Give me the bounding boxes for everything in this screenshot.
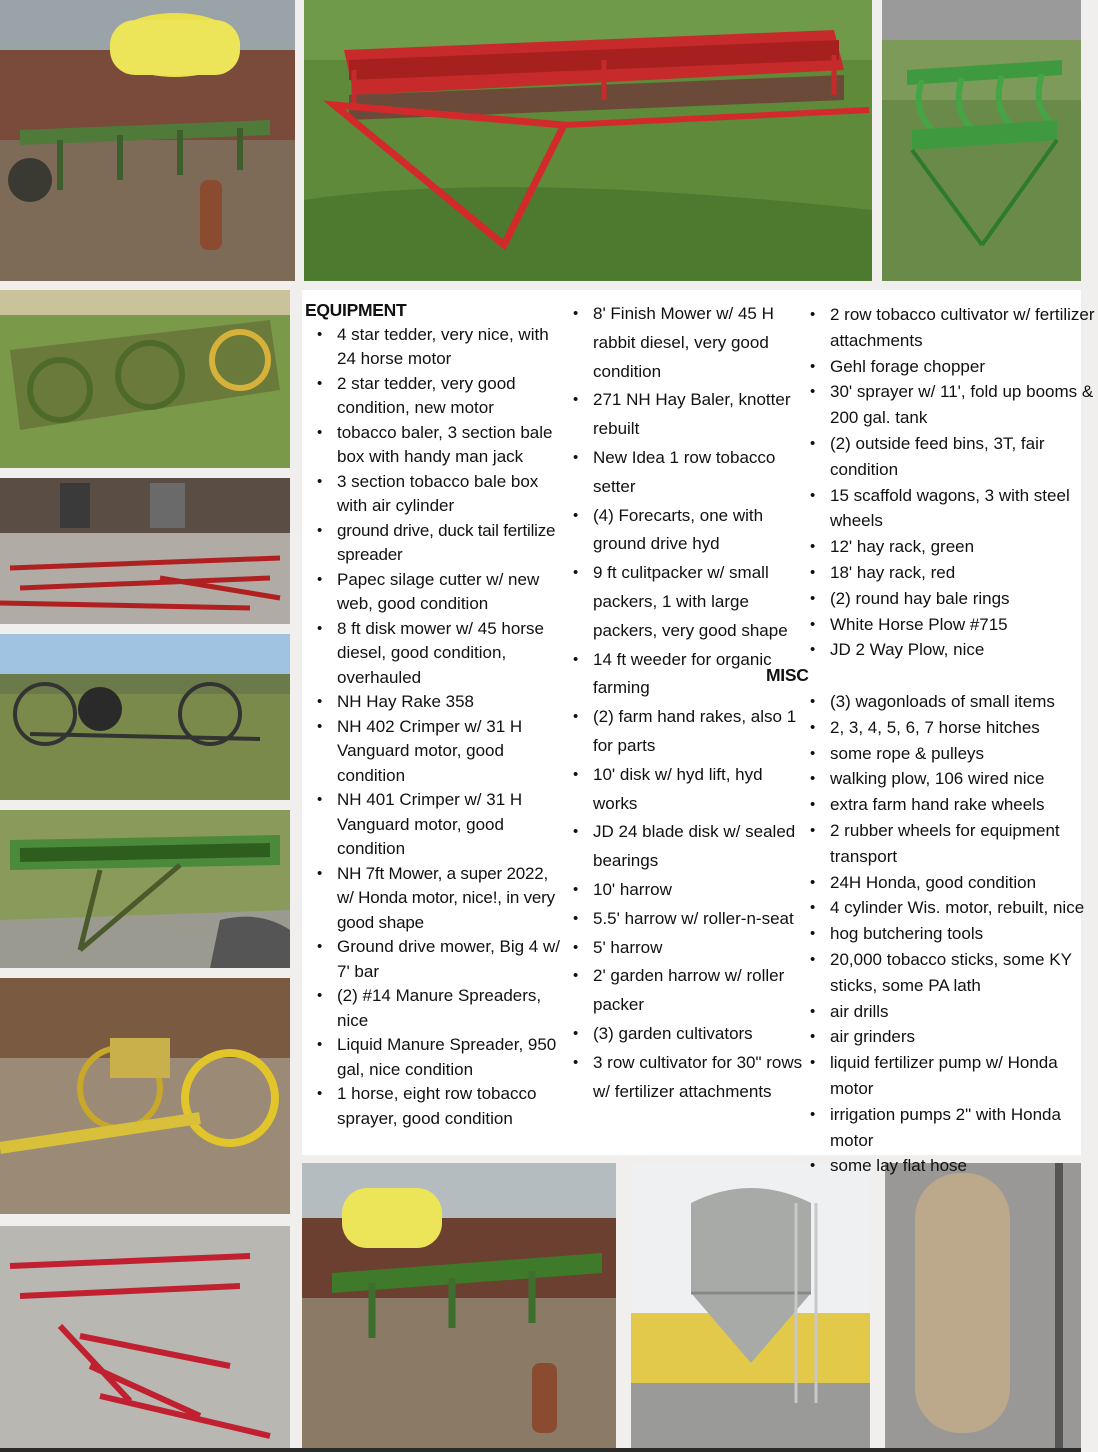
- list-item: • 5' harrow: [561, 934, 806, 963]
- list-item: • 30' sprayer w/ 11', fold up booms & 200 gal. tank: [798, 379, 1098, 431]
- list-item: • 2 star tedder, very good condition, new motor: [305, 372, 567, 421]
- listing-panel: [302, 290, 1095, 1176]
- equipment-heading: EQUIPMENT: [305, 300, 407, 320]
- equipment-column-1: [305, 298, 567, 1131]
- list-item: • White Horse Plow #715: [798, 612, 1098, 638]
- list-item: • hog butchering tools: [798, 921, 1098, 947]
- list-item: • 12' hay rack, green: [798, 534, 1098, 560]
- equipment-list-1: [305, 323, 567, 1132]
- list-item: • NH 402 Crimper w/ 31 H Vanguard motor, good condition: [305, 715, 567, 789]
- list-item: • 4 star tedder, very nice, with 24 horse motor: [305, 323, 567, 372]
- list-item: • 2 row tobacco cultivator w/ fertilizer attachments: [798, 302, 1098, 354]
- list-item: • 2, 3, 4, 5, 6, 7 horse hitches: [798, 715, 1098, 741]
- photo-red-trailer-harrow: [304, 0, 872, 281]
- list-item: • (2) outside feed bins, 3T, fair condition: [798, 431, 1098, 483]
- list-item: • (3) wagonloads of small items: [798, 689, 1098, 715]
- list-item: • NH 7ft Mower, a super 2022, w/ Honda motor, nice!, in very good shape: [305, 862, 567, 936]
- list-item: • 1 horse, eight row tobacco sprayer, good condition: [305, 1082, 567, 1131]
- list-item: • (2) farm hand rakes, also 1 for parts: [561, 703, 806, 761]
- list-item: • some lay flat hose: [798, 1153, 1098, 1179]
- list-item: • Liquid Manure Spreader, 950 gal, nice condition: [305, 1033, 567, 1082]
- list-item: • Papec silage cutter w/ new web, good condition: [305, 568, 567, 617]
- list-item: • air grinders: [798, 1024, 1098, 1050]
- list-item: • 2' garden harrow w/ roller packer: [561, 962, 806, 1020]
- list-item: • New Idea 1 row tobacco setter: [561, 444, 806, 502]
- list-item: • 14 ft weeder for organic farming: [561, 646, 806, 704]
- photo-feed-bin: [631, 1163, 870, 1448]
- list-item: • liquid fertilizer pump w/ Honda motor: [798, 1050, 1098, 1102]
- equipment-list-3: [798, 302, 1098, 663]
- list-item: • some rope & pulleys: [798, 741, 1098, 767]
- list-item: • Gehl forage chopper: [798, 354, 1098, 380]
- bottom-edge: [0, 1448, 1081, 1452]
- photo-green-cultivator: [882, 0, 1081, 281]
- misc-heading: MISC: [766, 665, 809, 686]
- list-item: • 5.5' harrow w/ roller-n-seat: [561, 905, 806, 934]
- photo-horse-drawn-spreader: [0, 978, 290, 1214]
- photo-tank-cylinder: [885, 1163, 1081, 1448]
- list-item: • (4) Forecarts, one with ground drive hyd: [561, 502, 806, 560]
- list-item: • JD 2 Way Plow, nice: [798, 637, 1098, 663]
- list-item: • 4 cylinder Wis. motor, rebuilt, nice: [798, 895, 1098, 921]
- photo-tank-cultivator-top: [0, 0, 295, 281]
- photo-tank-cultivator-bottom: [302, 1163, 616, 1448]
- list-item: • 10' harrow: [561, 876, 806, 905]
- list-item: • 8 ft disk mower w/ 45 horse diesel, good condition, overhauled: [305, 617, 567, 691]
- list-item: • air drills: [798, 999, 1098, 1025]
- list-item: • 271 NH Hay Baler, knotter rebuilt: [561, 386, 806, 444]
- list-item: • extra farm hand rake wheels: [798, 792, 1098, 818]
- list-item: • Ground drive mower, Big 4 w/ 7' bar: [305, 935, 567, 984]
- list-item: • irrigation pumps 2" with Honda motor: [798, 1102, 1098, 1154]
- list-item: • NH Hay Rake 358: [305, 690, 567, 715]
- equipment-list-2: [561, 300, 806, 1106]
- list-item: • 15 scaffold wagons, 3 with steel wheels: [798, 483, 1098, 535]
- photo-red-hitches-barn: [0, 478, 290, 624]
- list-item: • 8' Finish Mower w/ 45 H rabbit diesel, very good condition: [561, 300, 806, 386]
- list-item: • 20,000 tobacco sticks, some KY sticks, some PA lath: [798, 947, 1098, 999]
- list-item: • 3 row cultivator for 30" rows w/ fertilizer attachments: [561, 1049, 806, 1107]
- list-item: • 2 rubber wheels for equipment transport: [798, 818, 1098, 870]
- list-item: • 24H Honda, good condition: [798, 870, 1098, 896]
- photo-tedder: [0, 290, 290, 468]
- list-item: • 3 section tobacco bale box with air cylinder: [305, 470, 567, 519]
- list-item: • (2) #14 Manure Spreaders, nice: [305, 984, 567, 1033]
- photo-red-hitches-floor: [0, 1226, 290, 1448]
- list-item: • ground drive, duck tail fertilize spreader: [305, 519, 567, 568]
- photo-crimper-field: [0, 810, 290, 968]
- list-item: • NH 401 Crimper w/ 31 H Vanguard motor, good condition: [305, 788, 567, 862]
- list-item: • (3) garden cultivators: [561, 1020, 806, 1049]
- list-item: • walking plow, 106 wired nice: [798, 766, 1098, 792]
- list-item: • tobacco baler, 3 section bale box with handy man jack: [305, 421, 567, 470]
- misc-list: [798, 689, 1098, 1179]
- equipment-column-3: [766, 302, 1098, 1179]
- list-item: • 9 ft culitpacker w/ small packers, 1 with large packers, very good shape: [561, 559, 806, 645]
- equipment-column-2: [561, 300, 806, 1106]
- list-item: • 18' hay rack, red: [798, 560, 1098, 586]
- list-item: • 10' disk w/ hyd lift, hyd works: [561, 761, 806, 819]
- list-item: • (2) round hay bale rings: [798, 586, 1098, 612]
- list-item: • JD 24 blade disk w/ sealed bearings: [561, 818, 806, 876]
- photo-hay-rake-field: [0, 634, 290, 800]
